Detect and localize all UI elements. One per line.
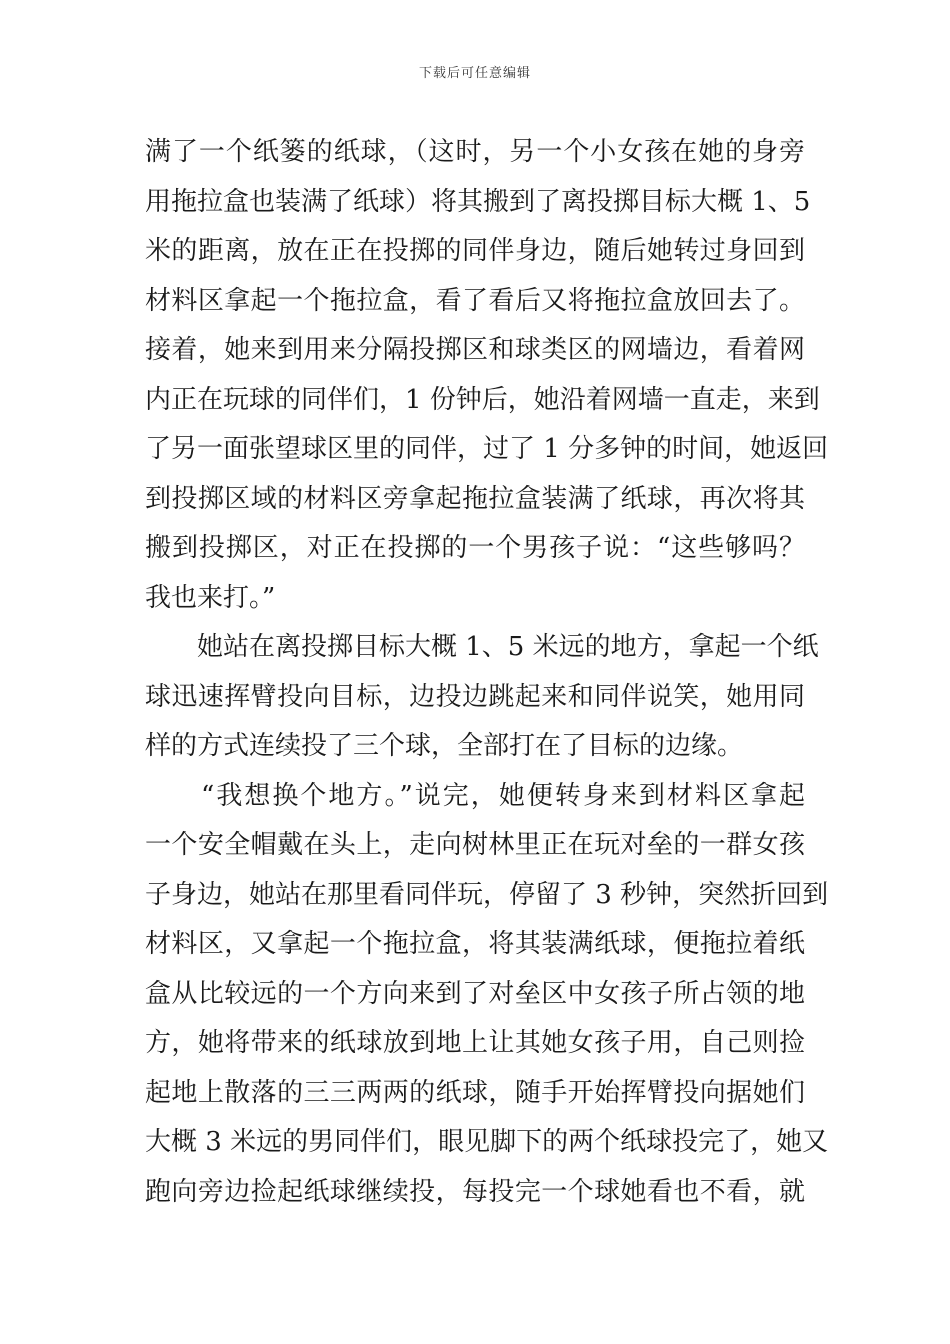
text-line: “我想换个地方。”说完，她便转身来到材料区拿起 — [145, 780, 805, 811]
text-line: 用拖拉盒也装满了纸球）将其搬到了离投掷目标大概 1、5 — [145, 186, 811, 217]
text-line: 到投掷区域的材料区旁拿起拖拉盒装满了纸球，再次将其 — [145, 483, 805, 514]
text-line: 球迅速挥臂投向目标，边投边跳起来和同伴说笑，她用同 — [145, 681, 805, 712]
text-line: 盒从比较远的一个方向来到了对垒区中女孩子所占领的地 — [145, 978, 805, 1009]
text-line: 一个安全帽戴在头上，走向树林里正在玩对垒的一群女孩 — [145, 830, 805, 860]
text-line: 方，她将带来的纸球放到地上让其她女孩子用，自己则捡 — [145, 1028, 805, 1058]
text-line: 她站在离投掷目标大概 1、5 米远的地方，拿起一个纸 — [145, 632, 819, 662]
text-line: 子身边，她站在那里看同伴玩，停留了 3 秒钟，突然折回到 — [145, 879, 829, 910]
page-header: 下载后可任意编辑 — [418, 66, 531, 81]
text-line: 内正在玩球的同伴们，1 份钟后，她沿着网墙一直走，来到 — [145, 384, 820, 415]
text-line: 我也来打。” — [145, 582, 276, 613]
text-line: 跑向旁边捡起纸球继续投，每投完一个球她看也不看，就 — [145, 1176, 805, 1207]
text-line: 样的方式连续投了三个球，全部打在了目标的边缘。 — [145, 731, 744, 761]
text-line: 接着，她来到用来分隔投掷区和球类区的网墙边，看着网 — [145, 335, 805, 365]
document-body — [145, 128, 829, 1217]
text-line: 材料区拿起一个拖拉盒，看了看后又将拖拉盒放回去了。 — [145, 285, 805, 316]
text-line: 满了一个纸篓的纸球，（这时，另一个小女孩在她的身旁 — [145, 137, 805, 167]
text-line: 搬到投掷区，对正在投掷的一个男孩子说：“这些够吗？ — [145, 533, 805, 563]
text-line: 材料区，又拿起一个拖拉盒，将其装满纸球，便拖拉着纸 — [145, 929, 805, 959]
text-line: 了另一面张望球区里的同伴，过了 1 分多钟的时间，她返回 — [145, 434, 829, 464]
text-line: 米的距离，放在正在投掷的同伴身边，随后她转过身回到 — [145, 236, 805, 266]
text-line: 起地上散落的三三两两的纸球，随手开始挥臂投向据她们 — [145, 1077, 805, 1108]
text-line: 大概 3 米远的男同伴们，眼见脚下的两个纸球投完了，她又 — [145, 1127, 829, 1157]
